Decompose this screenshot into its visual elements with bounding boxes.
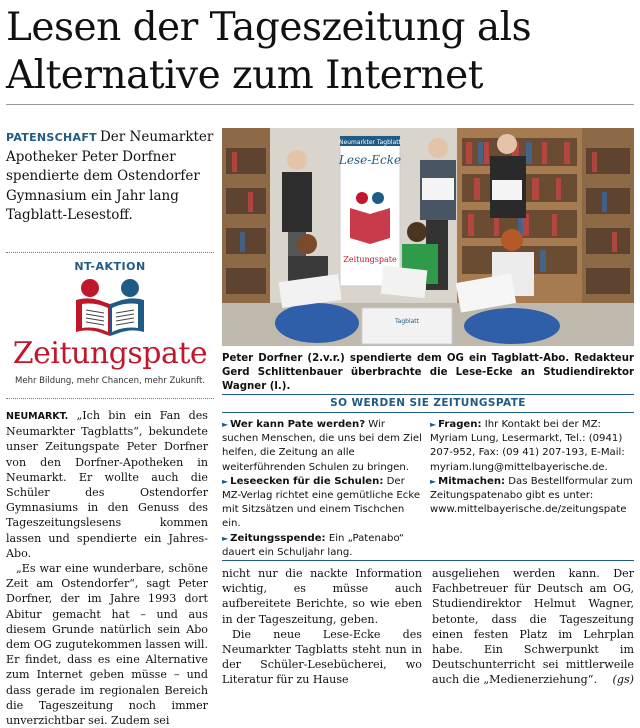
- infobox-item-1-text: Wir suchen Menschen, die uns bei dem Ziel helfen, die Zeitung an alle weiterführenden Schulen zu bringen.: [222, 419, 422, 473]
- zeitungspate-logo: [6, 278, 214, 394]
- col2-paragraph-2: Die neue Lese-Ecke des Neumarkter Tagblatts steht nun in der Schüler-Lesebücherei, wo Literatur für zu Hause: [222, 627, 422, 687]
- infobox-column-2: [430, 418, 634, 517]
- sidebar-divider-bottom: [6, 398, 214, 399]
- infobox-rule-mid: [222, 412, 634, 413]
- nt-aktion-label: NT-AKTION: [74, 260, 146, 273]
- infobox-rule-top: [222, 394, 634, 395]
- infobox-item-5-text: Das Bestellformular zum Zeitungspatenabo gibt es unter: www.mittelbayerische.de/zeitungspate: [430, 475, 633, 516]
- triangle-bullet-icon: ►: [430, 476, 437, 486]
- col3-paragraph-1: ausgeliehen werden kann. Der Fachbetreuer für Deutsch am OG, Studiendirektor Helmut Wagner, betonte, dass die Tageszeitung einen festen Platz im Lehrplan habe. Ein Schwerpunkt im Deutschunterricht sei mittlerweile auch die „Medienerziehung“.: [432, 567, 634, 687]
- triangle-bullet-icon: ►: [430, 420, 437, 429]
- infobox-item-2-text: Der MZ-Verlag richtet eine gemütliche Ecke mit Sitzsätzen und einem Tischchen ein.: [222, 475, 421, 530]
- article-photo: [222, 128, 634, 346]
- headline-line-2: Alternative zum Internet: [6, 53, 483, 98]
- headline-line-1: Lesen der Tageszeitung als: [6, 5, 532, 50]
- headline-rule: [6, 104, 634, 105]
- infobox-item-3-label: Zeitungsspende:: [230, 532, 326, 544]
- triangle-bullet-icon: ►: [222, 533, 229, 543]
- article-column-1: [6, 408, 208, 728]
- triangle-bullet-icon: ►: [222, 420, 229, 429]
- infobox-item-2-label: Leseecken für die Schulen:: [230, 475, 384, 487]
- infobox-item-4-text: Ihr Kontakt bei der MZ: Myriam Lung, Lesermarkt, Tel.: (0941) 207-952, Fax: (09 41) 207-193, E-Mail: myriam.lung@mittelbayerische.de.: [430, 419, 625, 473]
- banner-bottom-text: Zeitungspate: [343, 255, 397, 264]
- col1-paragraph-1: „Ich bin ein Fan des Neumarkter Tagblatts“, bekundete unser Zeitungspate Peter Dorfner von den Dorfner-Apotheken in Neumarkt. Er wollte auch die Schüler des Ostendorfer Gymnasiums in den Genuss des Tageszeitungslesens kommen lassen und spendierte ein Jahres-Abo.: [6, 409, 208, 560]
- reading-people-icon: [6, 278, 214, 338]
- col1-paragraph-2: „Es war eine wunderbare, schöne Zeit am Ostendorfer“, sagt Peter Dorfner, der im Jahre 1993 dort Abitur gemacht hat – und aus diesem Grunde natürlich sein Abo dem OG zugutekommen lassen will. Er findet, dass es eine Alternative zum Internet geben müsse – und dass gerade im regionalen Bereich die Tageszeitung noch immer unverzichtbar sei. Zudem sei: [6, 562, 208, 728]
- kicker-text: Der Neumarkter Apotheker Peter Dorfner spendierte dem Ostendorfer Gymnasium ein Jahr lang Tagblatt-Lesestoff.: [6, 129, 214, 223]
- photo-caption: Peter Dorfner (2.v.r.) spendierte dem OG ein Tagblatt-Abo. Redakteur Gerd Schlittenbauer überbrachte die Lese-Ecke an Studiendirektor Wagner (l.).: [222, 353, 634, 392]
- infobox-item-1-label: Wer kann Pate werden?: [230, 419, 366, 430]
- logo-wordmark: Zeitungspate: [12, 336, 208, 371]
- article-column-3: [432, 566, 634, 688]
- dateline: NEUMARKT.: [6, 411, 69, 422]
- infobox-title: SO WERDEN SIE ZEITUNGSPATE: [330, 397, 526, 409]
- library-scene-illustration: [222, 128, 634, 346]
- sidebar-divider-top: [6, 252, 214, 253]
- infobox-item-5-label: Mitmachen:: [438, 475, 506, 487]
- col2-paragraph-1: nicht nur die nackte Information wichtig, es müsse auch aufbereitete Berichte, so wie eben in der Tageszeitung, geben.: [222, 567, 422, 626]
- banner-title-text: Lese-Ecke: [338, 153, 402, 167]
- kicker-tag: PATENSCHAFT: [6, 131, 97, 144]
- author-signature: (gs): [612, 673, 634, 687]
- infobox-item-4-label: Fragen:: [438, 419, 482, 430]
- infobox-column-1: [222, 418, 422, 560]
- triangle-bullet-icon: ►: [222, 476, 229, 486]
- banner-top-text: Neumarkter Tagblatt: [339, 139, 401, 146]
- kicker: [6, 128, 216, 226]
- logo-claim: Mehr Bildung, mehr Chancen, mehr Zukunft.: [15, 376, 205, 386]
- headline: [6, 4, 634, 100]
- article-column-2: [222, 566, 422, 688]
- table-label-text: Tagblatt: [394, 318, 420, 325]
- infobox-item-3-text: Ein „Patenabo“ dauert ein Schuljahr lang.: [222, 532, 405, 558]
- infobox-rule-bottom: [222, 560, 634, 561]
